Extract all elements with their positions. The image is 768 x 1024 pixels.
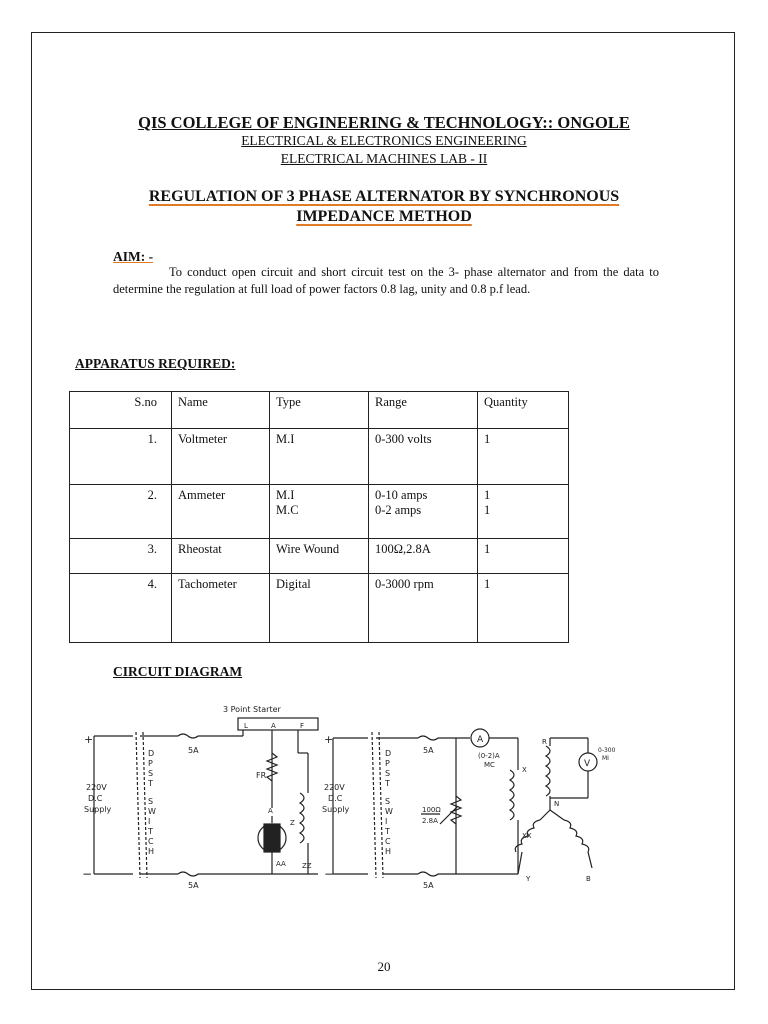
field-rheostat-label: FR [256,771,267,780]
dpst-switch-right [384,749,393,856]
svg-text:+: + [324,733,334,746]
table-header-row [70,392,569,429]
motor-terminal-AA: AA [276,860,286,868]
cell-range: 100Ω,2.8A [369,539,478,574]
shunt-field-coil [300,793,304,843]
alternator-phase-y-coil [515,820,540,852]
table-row [70,429,569,485]
cell-qty [478,485,569,539]
lab-name: ELECTRICAL MACHINES LAB - II [280,151,488,166]
voltmeter-symbol: V [584,759,591,769]
motor-terminal-Z: Z [290,819,295,827]
alternator-field-coil [510,770,514,820]
aim-text: To conduct open circuit and short circuit test on the 3- phase alternator and from the data to determine the regulation at full load of power factors 0.8 lag, unity and 0.8 p.f lead. [113,265,659,296]
alt-terminal-X: X [522,766,527,774]
svg-text:T: T [385,779,390,788]
fuse-label-top-left: 5A [188,746,199,755]
cell-range [369,485,478,539]
cell-type: Wire Wound [270,539,369,574]
svg-text:D: D [148,749,155,758]
starter-terminal-F: F [300,722,305,730]
svg-text:W: W [148,807,156,816]
svg-text:H: H [148,847,155,856]
cell-sno: 1. [70,429,172,485]
col-name: Name [172,392,270,429]
cell-range: 0-3000 rpm [369,574,478,643]
alt-terminal-B: B [586,875,591,883]
svg-text:C: C [385,837,391,846]
title-line-2: IMPEDANCE METHOD [296,208,472,225]
cell-qty: 1 [478,429,569,485]
fuse-label-bottom-right: 5A [423,881,434,890]
cell-sno: 2. [70,485,172,539]
page-number: 20 [377,959,391,974]
cell-qty-line: 1 [484,488,491,502]
table-row [70,485,569,539]
alternator-phase-b-coil [564,820,589,852]
svg-text:T: T [148,827,153,836]
apparatus-table [69,391,569,643]
aim-heading: AIM: - [113,249,154,264]
col-quantity: Quantity [478,392,569,429]
circuit-heading: CIRCUIT DIAGRAM [113,664,243,679]
alt-terminal-XX: XX [522,832,532,840]
svg-text:S: S [385,769,391,778]
svg-text:S: S [148,769,154,778]
cell-range-line: 0-2 amps [375,503,422,517]
department-name: ELECTRICAL & ELECTRONICS ENGINEERING [241,133,527,148]
rheostat-rating: 2.8A [422,817,438,825]
cell-type-line: M.C [276,503,299,517]
apparatus-heading: APPARATUS REQUIRED: [75,356,236,371]
cell-range: 0-300 volts [369,429,478,485]
svg-text:S: S [385,797,391,806]
cell-qty: 1 [478,539,569,574]
table-row [70,539,569,574]
svg-text:W: W [385,807,393,816]
cell-name: Ammeter [172,485,270,539]
rheostat-value: 100Ω [422,806,441,814]
college-name: QIS COLLEGE OF ENGINEERING & TECHNOLOGY:: ONGOLE [138,113,630,132]
circuit-diagram [78,698,638,893]
alt-terminal-N: N [554,800,560,808]
col-type: Type [270,392,369,429]
starter-terminal-A: A [271,722,276,730]
experiment-title [0,187,768,227]
cell-type: M.I [270,429,369,485]
supply-label-2: D.C [88,794,103,803]
starter-terminal-L: L [244,722,248,730]
svg-text:P: P [148,759,153,768]
voltmeter-range: 0-300 [598,747,616,754]
col-sno: S.no [70,392,172,429]
ammeter-symbol: A [477,735,484,745]
title-line-1: REGULATION OF 3 PHASE ALTERNATOR BY SYNCHRONOUS [148,188,620,205]
supply-label-3: Supply [84,805,112,814]
motor-terminal-ZZ: ZZ [302,862,312,870]
alt-terminal-R: R [542,738,547,746]
cell-type [270,485,369,539]
cell-type: Digital [270,574,369,643]
alternator-phase-r-coil [546,746,550,796]
supply-label-1-right: 220V [324,783,345,792]
cell-name: Rheostat [172,539,270,574]
svg-text:D: D [385,749,392,758]
left-supply [82,732,147,881]
svg-text:+: + [84,733,94,746]
svg-text:T: T [385,827,390,836]
voltmeter-type: MI [602,755,609,762]
svg-text:P: P [385,759,390,768]
cell-qty: 1 [478,574,569,643]
svg-text:C: C [148,837,154,846]
ammeter-type: MC [484,761,495,769]
dpst-switch-left [147,749,156,856]
svg-text:−: − [324,867,335,881]
motor-terminal-A: A [268,807,273,815]
cell-range-line: 0-10 amps [375,488,428,502]
col-range: Range [369,392,478,429]
cell-name: Voltmeter [172,429,270,485]
alt-terminal-Y: Y [526,875,531,883]
supply-label-2-right: D.C [328,794,343,803]
fuse-label-bottom-left: 5A [188,881,199,890]
svg-text:−: − [82,867,93,881]
supply-label-3-right: Supply [322,805,350,814]
starter-label: 3 Point Starter [223,705,281,714]
svg-text:I: I [385,817,388,826]
ammeter-range: (0-2)A [478,752,500,760]
cell-qty-line: 1 [484,503,491,517]
fuse-label-top-right: 5A [423,746,434,755]
cell-name: Tachometer [172,574,270,643]
svg-text:S: S [148,797,154,806]
svg-text:I: I [148,817,151,826]
cell-sno: 3. [70,539,172,574]
svg-text:T: T [148,779,153,788]
supply-label-1: 220V [86,783,107,792]
cell-type-line: M.I [276,488,295,502]
table-row [70,574,569,643]
right-supply [322,732,383,881]
cell-sno: 4. [70,574,172,643]
svg-text:H: H [385,847,392,856]
